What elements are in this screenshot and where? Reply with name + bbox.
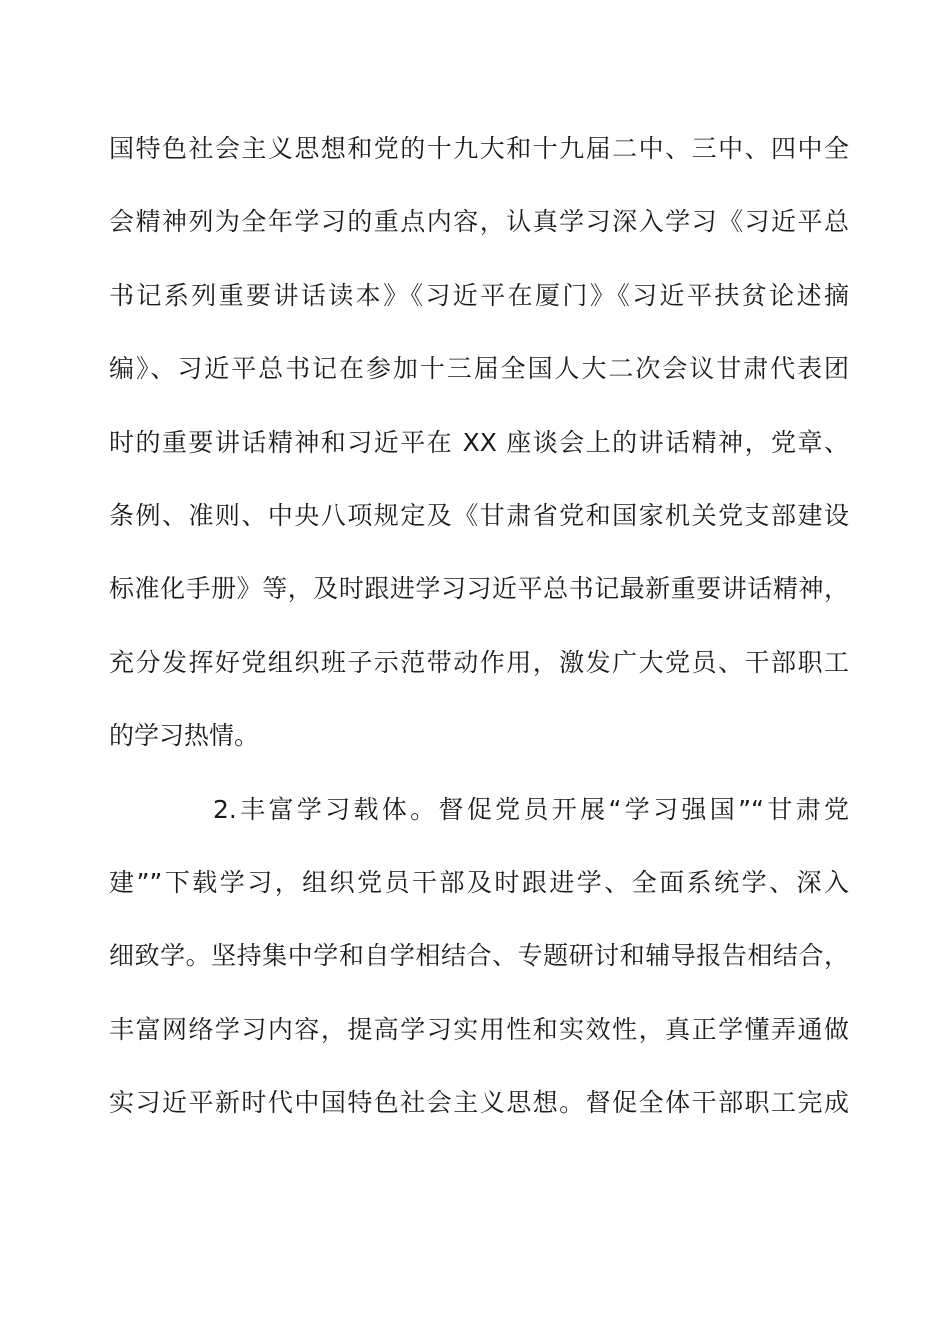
paragraph-1-line-2: 会精神列为全年学习的重点内容，认真学习深入学习《习近平总 (109, 207, 849, 237)
paragraph-2-line-3: 细致学。坚持集中学和自学相结合、专题研讨和辅导报告相结合， (109, 941, 849, 971)
paragraph-1-line-8: 充分发挥好党组织班子示范带动作用，激发广大党员、干部职工 (109, 647, 849, 677)
paragraph-1-line-3: 书记系列重要讲话读本》《习近平在厦门》《习近平扶贫论述摘 (109, 280, 849, 310)
paragraph-2-line-1: 2.丰富学习载体。督促党员开展“学习强国”“甘肃党 (213, 794, 849, 824)
paragraph-2-line-5: 实习近平新时代中国特色社会主义思想。督促全体干部职工完成 (109, 1088, 849, 1118)
paragraph-1-line-4: 编》、习近平总书记在参加十三届全国人大二次会议甘肃代表团 (109, 354, 849, 384)
paragraph-2-line-2: 建””下载学习，组织党员干部及时跟进学、全面系统学、深入 (109, 867, 849, 897)
paragraph-1-line-9: 的学习热情。 (109, 721, 260, 751)
paragraph-1-line-6: 条例、准则、中央八项规定及《甘肃省党和国家机关党支部建设 (109, 500, 849, 530)
document-body (109, 120, 849, 1147)
paragraph-1-line-5: 时的重要讲话精神和习近平在 XX 座谈会上的讲话精神，党章、 (109, 427, 849, 457)
paragraph-1-line-7: 标准化手册》等，及时跟进学习习近平总书记最新重要讲话精神， (109, 574, 849, 604)
paragraph-2-line-4: 丰富网络学习内容，提高学习实用性和实效性，真正学懂弄通做 (109, 1014, 849, 1044)
paragraph-1-line-1: 国特色社会主义思想和党的十九大和十九届二中、三中、四中全 (109, 134, 849, 163)
